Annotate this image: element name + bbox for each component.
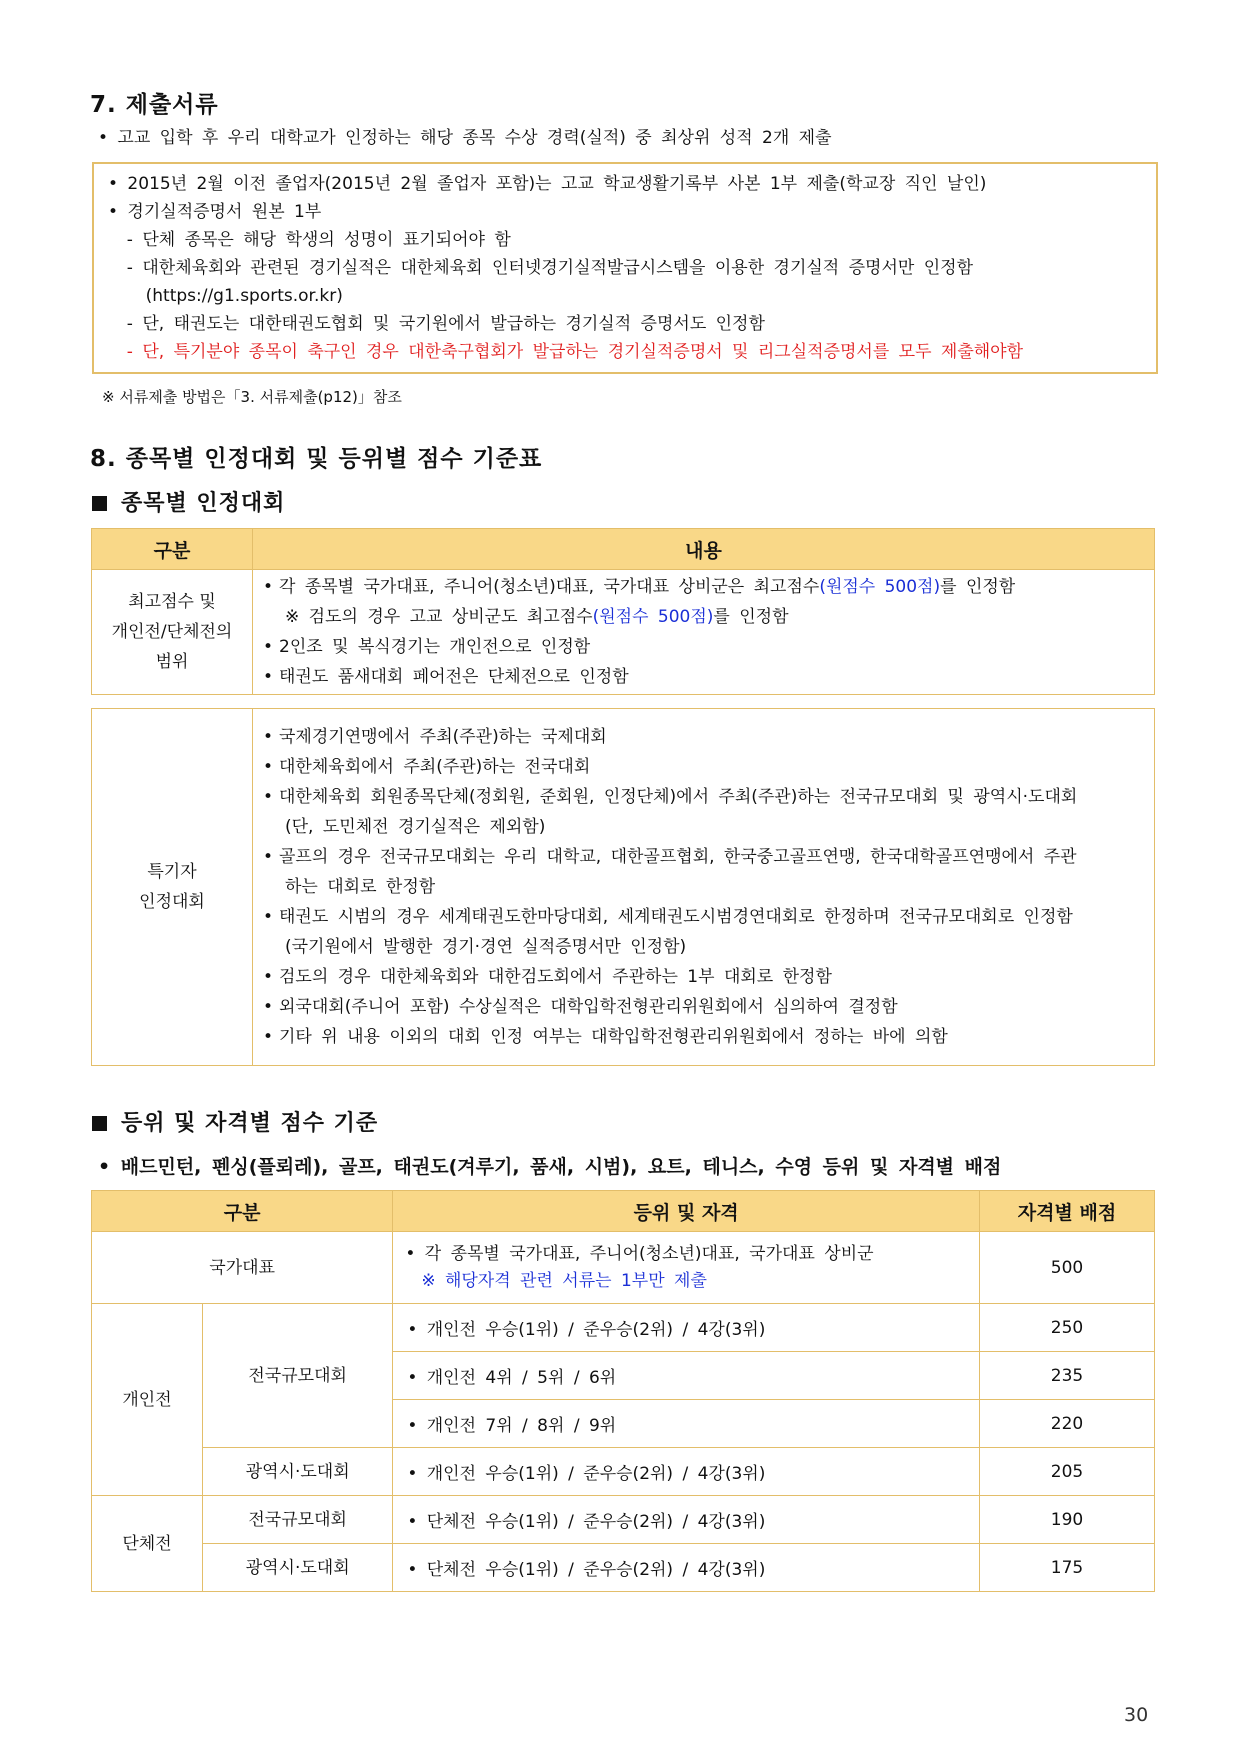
score-table	[91, 1190, 1155, 1592]
competitions-category-cell	[92, 709, 253, 1066]
section-7-intro: • 고교 입학 후 우리 대학교가 인정하는 해당 종목 수상 경력(실적) 중 최상위 성적 2개 제출	[98, 128, 832, 148]
item-text: 를 인정함	[940, 577, 1016, 597]
score-cell: 205	[980, 1448, 1155, 1496]
list-item: • 2인조 및 복식경기는 개인전으로 인정함	[259, 632, 1148, 662]
section-7-title: 7. 제출서류	[90, 92, 219, 118]
header-score: 자격별 배점	[980, 1191, 1155, 1232]
rank-desc-cell: • 개인전 우승(1위) / 준우승(2위) / 4강(3위)	[393, 1304, 980, 1352]
subsection-label: 종목별 인정대회	[121, 491, 286, 516]
recognized-competitions-table	[91, 708, 1155, 1066]
doc-item: • 2015년 2월 이전 졸업자(2015년 2월 졸업자 포함)는 고교 학교생활기록부 사본 1부 제출(학교장 직인 날인)	[108, 174, 987, 194]
doc-item: - 대한체육회와 관련된 경기실적은 대한체육회 인터넷경기실적발급시스템을 이용한 경기실적 증명서만 인정함	[108, 258, 973, 278]
team-category-cell: 단체전	[92, 1496, 203, 1592]
competitions-content-cell	[253, 709, 1155, 1066]
list-item: • 대한체육회 회원종목단체(정회원, 준회원, 인정단체)에서 주최(주관)하는 전국규모대회 및 광역시·도대회	[259, 782, 1148, 812]
nationwide-competition-cell: 전국규모대회	[203, 1304, 393, 1448]
section-8-title: 8. 종목별 인정대회 및 등위별 점수 기준표	[90, 446, 543, 472]
required-documents-box	[92, 162, 1158, 374]
list-item	[259, 572, 1148, 602]
score-cell: 190	[980, 1496, 1155, 1544]
list-item: • 태권도 시범의 경우 세계태권도한마당대회, 세계태권도시범경연대회로 한정하며 전국규모대회로 인정함	[259, 902, 1148, 932]
item-text: ※ 검도의 경우 고교 상비군도 최고점수	[285, 607, 593, 627]
category-line: 특기자	[147, 862, 197, 882]
list-item-continuation: (국기원에서 발행한 경기·경연 실적증명서만 인정함)	[285, 937, 687, 957]
subsection-recognized-competitions	[92, 486, 285, 517]
rank-desc-cell: • 단체전 우승(1위) / 준우승(2위) / 4강(3위)	[393, 1496, 980, 1544]
item-highlight: (원점수 500점)	[592, 607, 714, 627]
list-item: • 태권도 품새대회 페어전은 단체전으로 인정함	[259, 662, 1148, 692]
doc-item: - 단체 종목은 해당 학생의 성명이 표기되어야 함	[108, 230, 511, 250]
score-cell: 235	[980, 1352, 1155, 1400]
national-team-note: ※ 해당자격 관련 서류는 1부만 제출	[421, 1270, 707, 1291]
square-bullet-icon	[92, 1116, 107, 1131]
score-cell: 500	[980, 1232, 1155, 1304]
national-team-cell: 국가대표	[92, 1232, 393, 1304]
header-rank: 등위 및 자격	[393, 1191, 980, 1232]
national-team-desc-cell	[393, 1232, 980, 1304]
item-text: 각 종목별 국가대표, 주니어(청소년)대표, 국가대표 상비군은 최고점수	[279, 577, 820, 597]
rank-desc-cell: • 개인전 4위 / 5위 / 6위	[393, 1352, 980, 1400]
submission-note: ※ 서류제출 방법은「3. 서류제출(p12)」참조	[102, 388, 402, 406]
range-category-cell	[92, 570, 253, 695]
doc-item-soccer-warning: - 단, 특기분야 종목이 축구인 경우 대한축구협회가 발급하는 경기실적증명서 및 리그실적증명서를 모두 제출해야함	[108, 342, 1024, 362]
list-item-continuation: (단, 도민체전 경기실적은 제외함)	[285, 817, 546, 837]
range-content-cell	[253, 570, 1155, 695]
rank-desc-cell: • 개인전 7위 / 8위 / 9위	[393, 1400, 980, 1448]
list-item: • 기타 위 내용 이외의 대회 인정 여부는 대학입학전형관리위원회에서 정하는 바에 의함	[259, 1022, 1148, 1052]
subsection-score-criteria	[92, 1106, 378, 1137]
regional-competition-cell: 광역시·도대회	[203, 1544, 393, 1592]
doc-item: • 경기실적증명서 원본 1부	[108, 202, 322, 222]
score-cell: 175	[980, 1544, 1155, 1592]
square-bullet-icon	[92, 496, 107, 511]
sports-list-line: • 배드민턴, 펜싱(플뢰레), 골프, 태권도(겨루기, 품새, 시범), 요트, 테니스, 수영 등위 및 자격별 배점	[98, 1156, 1002, 1178]
national-team-desc: • 각 종목별 국가대표, 주니어(청소년)대표, 국가대표 상비군	[405, 1243, 874, 1264]
list-item-note	[259, 602, 1148, 632]
header-category: 구분	[92, 1191, 393, 1232]
list-item-continuation: 하는 대회로 한정함	[285, 877, 436, 897]
page-number: 30	[1124, 1704, 1149, 1726]
item-highlight: (원점수 500점)	[819, 577, 941, 597]
rank-desc-cell: • 개인전 우승(1위) / 준우승(2위) / 4강(3위)	[393, 1448, 980, 1496]
item-text: 를 인정함	[713, 607, 789, 627]
list-item: • 국제경기연맹에서 주최(주관)하는 국제대회	[259, 722, 1148, 752]
category-line: 최고점수 및	[128, 592, 216, 612]
regional-competition-cell: 광역시·도대회	[203, 1448, 393, 1496]
score-cell: 220	[980, 1400, 1155, 1448]
header-category: 구분	[92, 529, 253, 570]
category-line: 범위	[155, 652, 189, 672]
score-cell: 250	[980, 1304, 1155, 1352]
header-content: 내용	[253, 529, 1155, 570]
doc-item: - 단, 태권도는 대한태권도협회 및 국기원에서 발급하는 경기실적 증명서도 인정함	[108, 314, 765, 334]
rank-desc-cell: • 단체전 우승(1위) / 준우승(2위) / 4강(3위)	[393, 1544, 980, 1592]
subsection-label: 등위 및 자격별 점수 기준	[121, 1111, 379, 1136]
doc-url: (https://g1.sports.or.kr)	[108, 286, 343, 306]
list-item: • 외국대회(주니어 포함) 수상실적은 대학입학전형관리위원회에서 심의하여 결정함	[259, 992, 1148, 1022]
category-line: 개인전/단체전의	[111, 622, 233, 642]
individual-category-cell: 개인전	[92, 1304, 203, 1496]
list-item: • 검도의 경우 대한체육회와 대한검도회에서 주관하는 1부 대회로 한정함	[259, 962, 1148, 992]
list-item: • 대한체육회에서 주최(주관)하는 전국대회	[259, 752, 1148, 782]
nationwide-competition-cell: 전국규모대회	[203, 1496, 393, 1544]
list-item: • 골프의 경우 전국규모대회는 우리 대학교, 대한골프협회, 한국중고골프연맹, 한국대학골프연맹에서 주관	[259, 842, 1148, 872]
category-line: 인정대회	[139, 892, 205, 912]
range-table	[91, 528, 1155, 695]
